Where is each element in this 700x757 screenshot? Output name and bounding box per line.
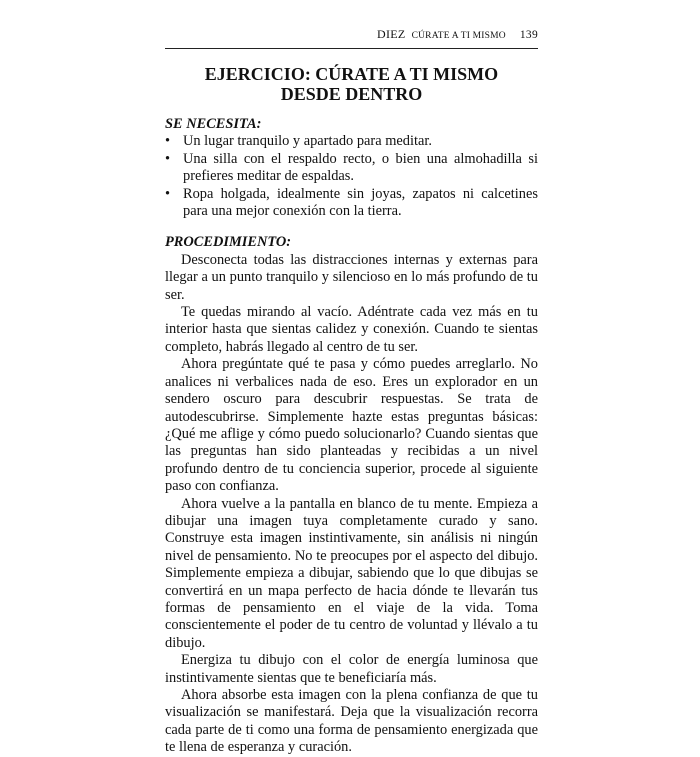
exercise-heading [165, 64, 538, 104]
paragraph: Te quedas mirando al vacío. Adéntrate cada vez más en tu interior hasta que sientas calidez y conexión. Cuando te sientas completo, habrás llegado al centro de tu ser. [165, 304, 538, 355]
bullet-icon: • [165, 150, 171, 167]
paragraph: Energiza tu dibujo con el color de energía luminosa que instintivamente sientas que te beneficiaría más. [165, 652, 538, 686]
paragraph: Desconecta todas las distracciones internas y externas para llegar a un punto tranquilo y silencioso en lo más profundo de tu ser. [165, 251, 538, 303]
paragraph: Ahora pregúntate qué te pasa y cómo puedes arreglarlo. No analices ni verbalices nada de eso. Eres un explorador en un sendero oscuro para descubrir respuestas. Se trata de autodescubrirse. Simplemente hazte estas preguntas básicas: ¿Qué me aflige y cómo puedo solucionarlo? Cuando sientas que las preguntas han sido planteadas y recibidas a un nivel profundo dentro de tu conciencia superior, procede al siguiente paso con confianza. [165, 356, 538, 495]
list-item: • Ropa holgada, idealmente sin joyas, zapatos ni calcetines para una mejor conexión con la tierra. [165, 185, 538, 220]
needs-list [165, 133, 538, 220]
paragraph: Ahora vuelve a la pantalla en blanco de tu mente. Empieza a dibujar una imagen tuya completamente curado y sano. Construye esta imagen instintivamente, sin análisis ni ningún nivel de pensamiento. No te preocupes por el aspecto del dibujo. Simplemente empieza a dibujar, sabiendo que lo que dibujas se convertirá en un mapa perfecto de hacia dónde te llevarán tus formas de pensamiento en el viaje de la vida. Toma conscientemente el poder de tu centro de voluntad y llévalo a tu dibujo. [165, 495, 538, 651]
paragraph: Ahora absorbe esta imagen con la plena confianza de que tu visualización se manifestará. Deja que la visualización recorra cada parte de ti como una forma de pensamiento energizada que te llena de esperanza y curación. [165, 687, 538, 756]
list-item: • Un lugar tranquilo y apartado para meditar. [165, 133, 432, 150]
needs-label: SE NECESITA: [165, 116, 262, 132]
bullet-icon: • [165, 185, 171, 202]
procedure-label: PROCEDIMIENTO: [165, 234, 292, 251]
list-item: • Una silla con el respaldo recto, o bien una almohadilla si prefieres meditar de espaldas. [165, 150, 538, 185]
heading-line-1: EJERCICIO: CÚRATE A TI MISMO [204, 64, 499, 84]
chapter-title: CÚRATE A TI MISMO [411, 31, 506, 41]
page-number: 139 [519, 29, 538, 41]
page-content [165, 116, 538, 757]
heading-line-2: DESDE DENTRO [280, 84, 423, 104]
chapter-label: DIEZ [377, 27, 406, 41]
bullet-icon: • [165, 133, 171, 150]
header-rule [165, 48, 538, 49]
running-head [165, 27, 538, 42]
